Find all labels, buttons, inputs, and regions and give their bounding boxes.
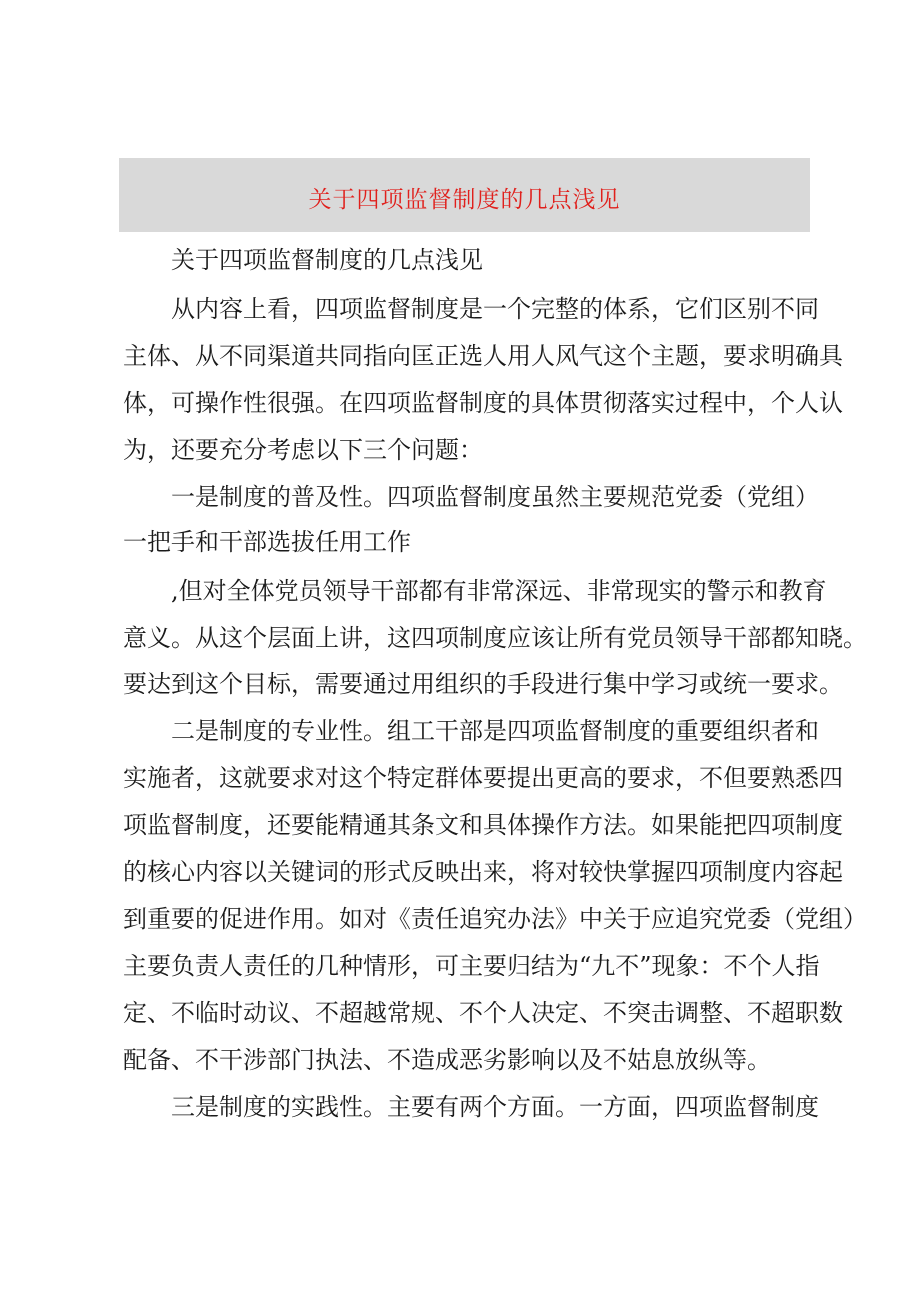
paragraph-line: 从内容上看，四项监督制度是一个完整的体系，它们区别不同 <box>171 295 819 323</box>
paragraph-line: 主体、从不同渠道共同指向匡正选人用人风气这个主题，要求明确具 <box>123 342 843 370</box>
paragraph-line: 主要负责人责任的几种情形，可主要归结为“九不”现象：不个人指 <box>123 952 820 980</box>
paragraph-line: 一把手和干部选拔任用工作 <box>123 528 411 556</box>
paragraph-line: 二是制度的专业性。组工干部是四项监督制度的重要组织者和 <box>171 717 819 745</box>
paragraph-line: 要达到这个目标，需要通过用组织的手段进行集中学习或统一要求。 <box>123 670 843 698</box>
paragraph-line: 的核心内容以关键词的形式反映出来，将对较快掌握四项制度内容起 <box>123 858 843 886</box>
paragraph-line: 到重要的促进作用。如对《责任追究办法》中关于应追究党委（党组） <box>123 905 867 933</box>
paragraph-line: 项监督制度，还要能精通其条文和具体操作方法。如果能把四项制度 <box>123 811 843 839</box>
paragraph-line: 一是制度的普及性。四项监督制度虽然主要规范党委（党组） <box>171 483 819 511</box>
paragraph-line: 配备、不干涉部门执法、不造成恶劣影响以及不姑息放纵等。 <box>123 1046 771 1074</box>
paragraph-line: 为，还要充分考虑以下三个问题： <box>123 436 483 464</box>
paragraph-line: 意义。从这个层面上讲，这四项制度应该让所有党员领导干部都知晓。 <box>123 624 867 652</box>
paragraph-line: 体，可操作性很强。在四项监督制度的具体贯彻落实过程中，个人认 <box>123 389 843 417</box>
subtitle: 关于四项监督制度的几点浅见 <box>171 246 483 274</box>
paragraph-line: ,但对全体党员领导干部都有非常深远、非常现实的警示和教育 <box>171 577 827 605</box>
paragraph-line: 三是制度的实践性。主要有两个方面。一方面，四项监督制度 <box>171 1093 819 1121</box>
title-band <box>119 158 810 232</box>
paragraph-line: 定、不临时动议、不超越常规、不个人决定、不突击调整、不超职数 <box>123 999 843 1027</box>
paragraph-line: 实施者，这就要求对这个特定群体要提出更高的要求，不但要熟悉四 <box>123 764 843 792</box>
document-title: 关于四项监督制度的几点浅见 <box>308 186 621 213</box>
